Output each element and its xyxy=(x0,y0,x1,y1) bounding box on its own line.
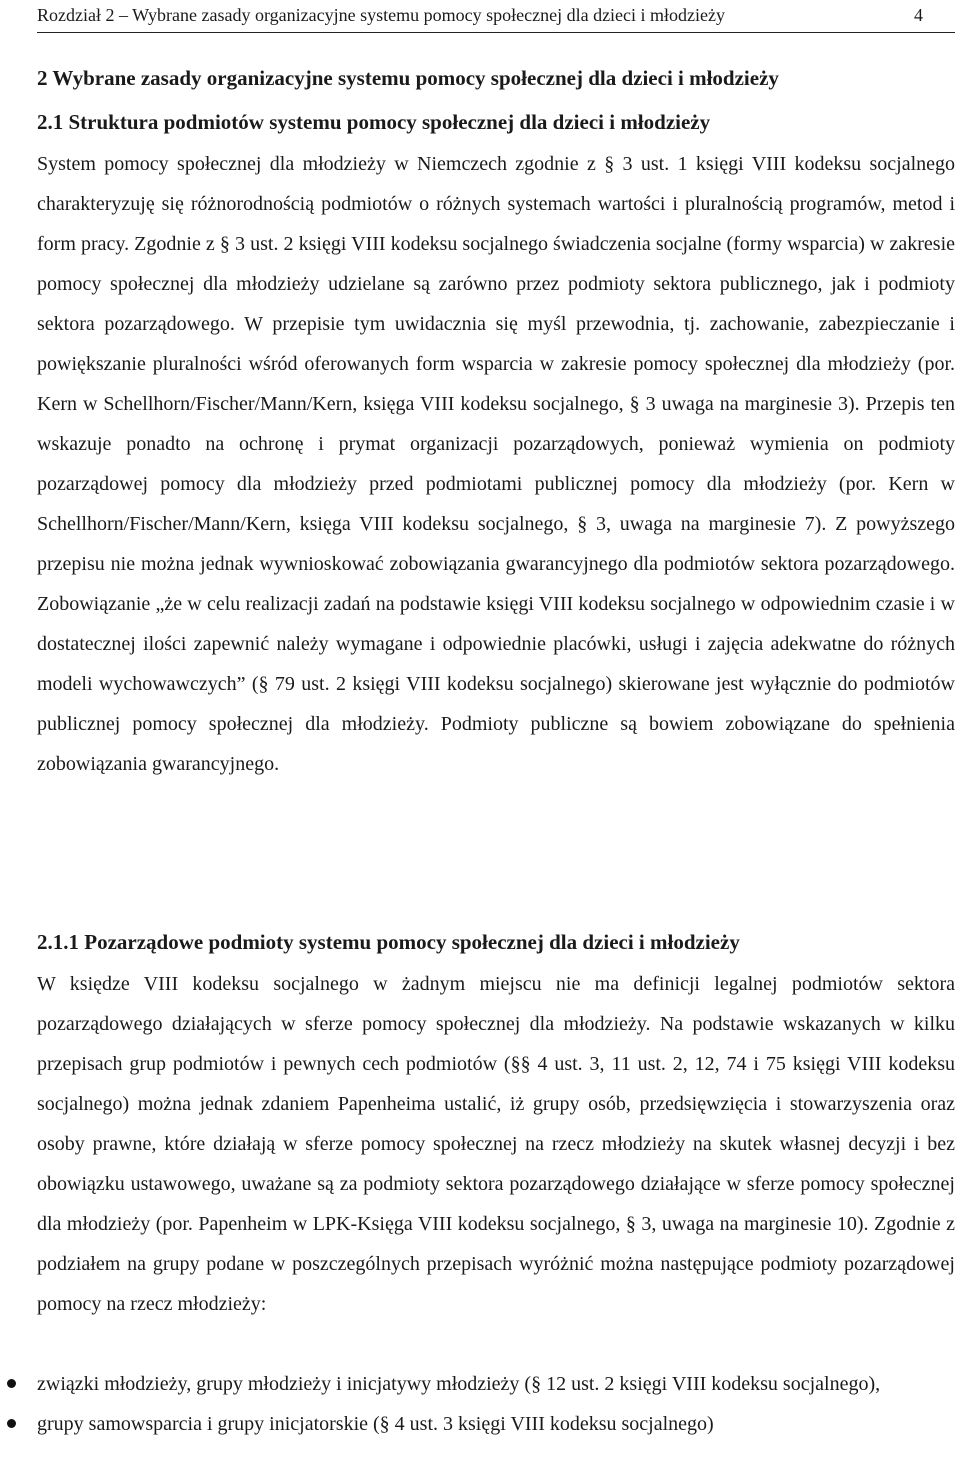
running-title: Rozdział 2 – Wybrane zasady organizacyjne systemu pomocy społecznej dla dzieci i młodzieży xyxy=(37,5,726,25)
bullet-icon xyxy=(7,1419,16,1428)
page-number: 4 xyxy=(914,5,923,25)
ngo-paragraph: W księdze VIII kodeksu socjalnego w żadnym miejscu nie ma definicji legalnej podmiotów sektora pozarządowego działających w sferze pomocy społecznej dla młodzieży. Na podstawie wskazanych w kilku przepisach grup podmiotów i pewnych cech podmiotów (§§ 4 ust. 3, 11 ust. 2, 12, 74 i 75 księgi VIII kodeksu socjalnego) można jednak zdaniem Papenheima ustalić, iż grupy osób, przedsięwzięcia i stowarzyszenia oraz osoby prawne, które działają w sferze pomocy społecznej na rzecz młodzieży na skutek własnej decyzji i bez obowiązku ustawowego, uważane są za podmioty sektora pozarządowego działające w sferze pomocy społecznej dla młodzieży (por. Papenheim w LPK-Księga VIII kodeksu socjalnego, § 3, uwaga na marginesie 10). Zgodnie z podziałem na grupy podane w poszczególnych przepisach wyróżnić można następujące podmioty pozarządowej pomocy na rzecz młodzieży: xyxy=(37,973,955,1315)
list-item-text: grupy samowsparcia i grupy inicjatorskie (§ 4 ust. 3 księgi VIII kodeksu socjalnego) xyxy=(37,1413,714,1435)
section-heading: 2.1 Struktura podmiotów systemu pomocy społecznej dla dzieci i młodzieży xyxy=(37,110,711,134)
list-item xyxy=(37,1364,955,1404)
list-item xyxy=(37,1404,955,1444)
intro-paragraph: System pomocy społecznej dla młodzieży w Niemczech zgodnie z § 3 ust. 1 księgi VIII kodeksu socjalnego charakteryzuję się różnorodnością podmiotów o różnych systemach wartości i pluralnością programów, metod i form pracy. Zgodnie z § 3 ust. 2 księgi VIII kodeksu socjalnego świadczenia socjalne (formy wsparcia) w zakresie pomocy społecznej dla młodzieży udzielane są zarówno przez podmioty sektora publicznego, jak i podmioty sektora pozarządowego. W przepisie tym uwidacznia się myśl przewodnia, tj. zachowanie, zabezpieczanie i powiększanie pluralności wśród oferowanych form wsparcia w zakresie pomocy społecznej dla młodzieży (por. Kern w Schellhorn/Fischer/Mann/Kern, księga VIII kodeksu socjalnego, § 3 uwaga na marginesie 3). Przepis ten wskazuje ponadto na ochronę i prymat organizacji pozarządowych, ponieważ wymienia on podmioty pozarządowej pomocy dla młodzieży przed podmiotami publicznej pomocy dla młodzieży (por. Kern w Schellhorn/Fischer/Mann/Kern, księga VIII kodeksu socjalnego, § 3, uwaga na marginesie 7). Z powyższego przepisu nie można jednak wywnioskować zobowiązania gwarancyjnego dla podmiotów sektora pozarządowego. Zobowiązanie „że w celu realizacji zadań na podstawie księgi VIII kodeksu socjalnego w odpowiednim czasie i w dostatecznej ilości zapewnić należy wymagane i odpowiednie placówki, usługi i zajęcia adekwatne do różnych modeli wychowawczych” (§ 79 ust. 2 księgi VIII kodeksu socjalnego) skierowane jest wyłącznie do podmiotów publicznej pomocy społecznej dla młodzieży. Podmioty publiczne są bowiem zobowiązane do spełnienia zobowiązania gwarancyjnego. xyxy=(37,153,955,775)
bullet-icon xyxy=(7,1379,16,1388)
list-item-text: związki młodzieży, grupy młodzieży i inicjatywy młodzieży (§ 12 ust. 2 księgi VIII kodeksu socjalnego), xyxy=(37,1373,881,1395)
running-header xyxy=(37,2,955,33)
chapter-heading: 2 Wybrane zasady organizacyjne systemu pomocy społecznej dla dzieci i młodzieży xyxy=(37,66,779,90)
entity-list xyxy=(37,1364,955,1444)
subsection-heading: 2.1.1 Pozarządowe podmioty systemu pomocy społecznej dla dzieci i młodzieży xyxy=(37,930,740,954)
